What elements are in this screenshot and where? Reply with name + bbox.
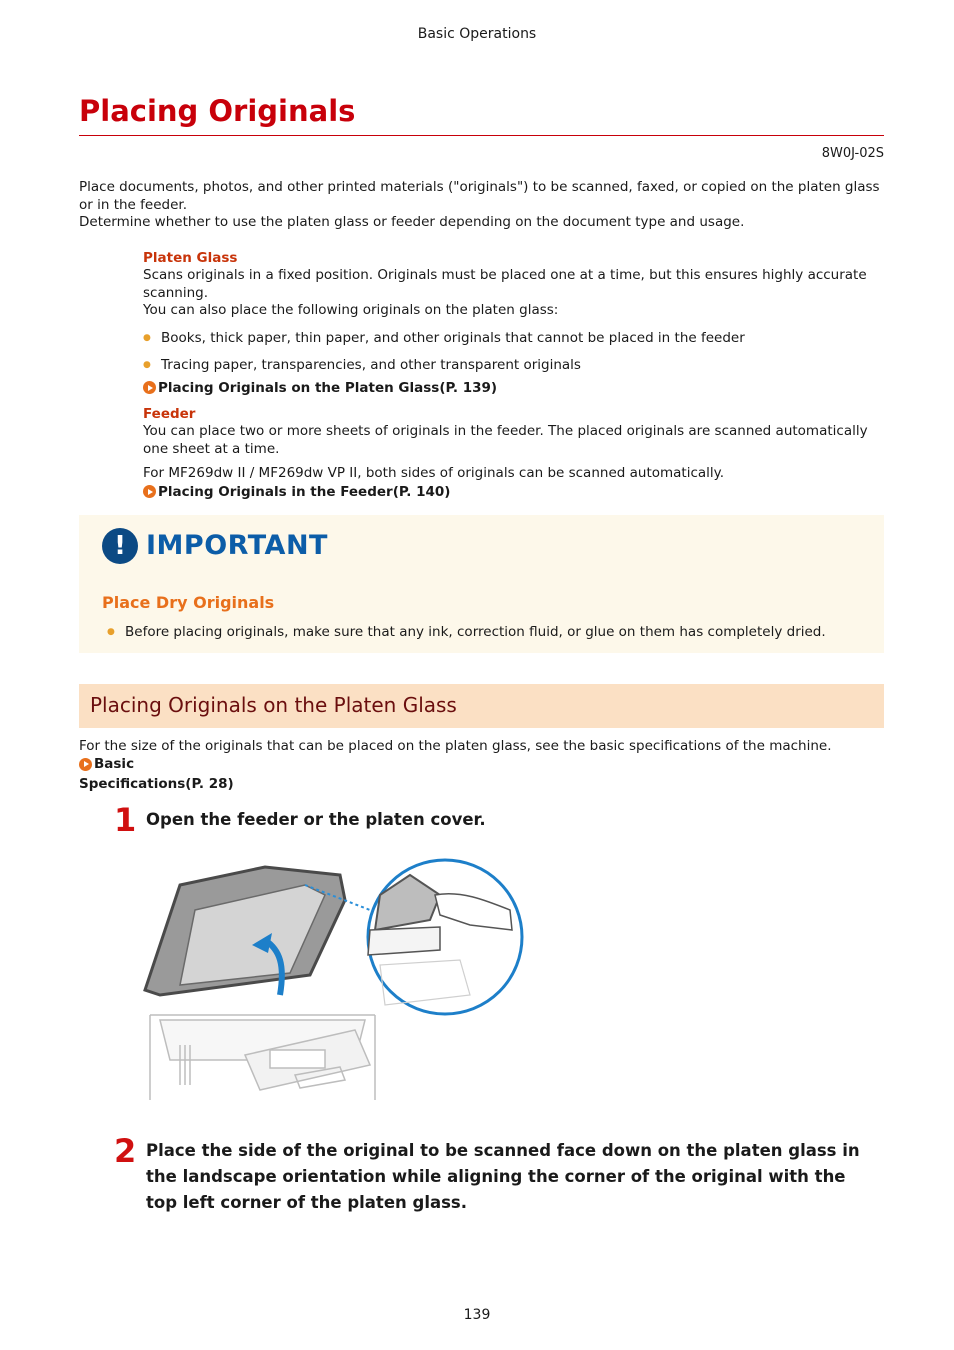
- feeder-description: You can place two or more sheets of originals in the feeder. The placed originals are scanned automatically one sheet at a time.: [143, 423, 868, 457]
- list-item: ● Tracing paper, transparencies, and other transparent originals: [143, 356, 581, 373]
- list-item: ● Books, thick paper, thin paper, and other originals that cannot be placed in the feeder: [143, 329, 745, 346]
- feeder-link[interactable]: Placing Originals in the Feeder(P. 140): [143, 483, 450, 501]
- platen-glass-link[interactable]: Placing Originals on the Platen Glass(P. 139): [143, 379, 497, 397]
- arrow-circle-icon: [143, 485, 156, 498]
- running-header: Basic Operations: [417, 26, 537, 42]
- important-label: IMPORTANT: [146, 530, 328, 561]
- printer-illustration: [140, 855, 530, 1105]
- step-number: 2: [114, 1132, 137, 1170]
- platen-glass-also-text: You can also place the following originals on the platen glass:: [143, 302, 559, 318]
- section-title: Placing Originals on the Platen Glass: [90, 693, 457, 717]
- step-text: Open the feeder or the platen cover.: [146, 810, 486, 829]
- intro-block: [79, 179, 884, 232]
- step-text: Place the side of the original to be scanned face down on the platen glass in the landscape orientation while aligning the corner of the original with the top left corner of the platen glass.: [146, 1141, 860, 1212]
- platen-glass-block: [143, 249, 878, 398]
- feeder-duplex-text: For MF269dw II / MF269dw VP II, both sides of originals can be scanned automatically.: [143, 465, 725, 481]
- page-title: Placing Originals: [79, 94, 356, 128]
- platen-glass-heading: Platen Glass: [143, 250, 238, 266]
- title-divider: [79, 135, 884, 136]
- exclamation-icon: !: [102, 528, 138, 564]
- important-heading: Place Dry Originals: [102, 593, 275, 612]
- step-number: 1: [114, 801, 137, 839]
- feeder-heading: Feeder: [143, 406, 196, 422]
- basic-specifications-link[interactable]: Basic: [79, 756, 134, 774]
- bullet-icon: ●: [143, 332, 151, 343]
- basic-specifications-link-cont[interactable]: Specifications(P. 28): [79, 776, 234, 793]
- bullet-icon: ●: [107, 627, 115, 637]
- document-code: 8W0J-02S: [821, 146, 884, 161]
- feeder-block: [143, 405, 878, 502]
- arrow-circle-icon: [79, 758, 92, 771]
- section-paragraph: For the size of the originals that can be placed on the platen glass, see the basic specifications of the machine. Basic Specifications(P. 28): [79, 738, 832, 793]
- intro-paragraph-2: Determine whether to use the platen glass or feeder depending on the document type and usage.: [79, 214, 745, 230]
- page-number: 139: [463, 1307, 491, 1323]
- list-item: ● Before placing originals, make sure that any ink, correction fluid, or glue on them has completely dried.: [107, 624, 826, 640]
- bullet-icon: ●: [143, 359, 151, 370]
- platen-glass-description: Scans originals in a fixed position. Originals must be placed one at a time, but this ensures highly accurate scanning.: [143, 267, 867, 301]
- intro-paragraph-1: Place documents, photos, and other printed materials ("originals") to be scanned, faxed, or copied on the platen glass or in the feeder.: [79, 179, 880, 213]
- arrow-circle-icon: [143, 381, 156, 394]
